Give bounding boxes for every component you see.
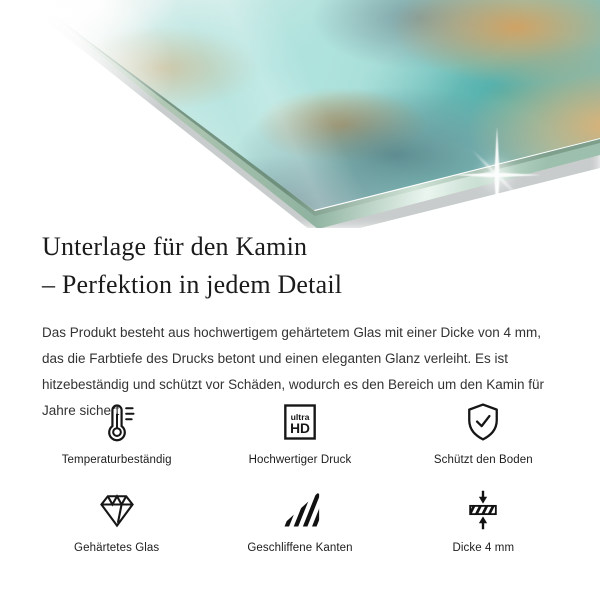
feature-tempered-glass [25, 486, 208, 558]
thickness-arrows-icon [461, 486, 505, 532]
shield-check-icon [461, 398, 505, 444]
feature-protects-floor [392, 398, 575, 470]
page-title-line1: Unterlage für den Kamin [42, 232, 308, 261]
polished-edges-icon [278, 486, 322, 532]
glass-panel-marble-print [0, 0, 600, 228]
feature-label: Geschliffene Kanten [247, 542, 353, 554]
product-info-section [42, 228, 558, 424]
feature-label: Temperaturbeständig [61, 454, 172, 466]
features-grid [25, 398, 575, 558]
thermometer-icon [95, 398, 139, 444]
feature-thickness-4mm [392, 486, 575, 558]
feature-temperature-resistant [25, 398, 208, 470]
svg-text:ultra: ultra [290, 412, 310, 423]
feature-label: Dicke 4 mm [452, 542, 515, 554]
svg-text:HD: HD [290, 421, 310, 436]
page-title [42, 228, 558, 304]
feature-high-quality-print [208, 398, 391, 470]
ultra-hd-icon [278, 398, 322, 444]
feature-label: Schützt den Boden [433, 454, 533, 466]
product-description: Das Produkt besteht aus hochwertigem gehärtetem Glas mit einer Dicke von 4 mm, das die Farbtiefe des Drucks betont und einen eleganten Glanz verleiht. Es ist hitzebeständig und schützt vor Schäden, wodurch es den Bereich um den Kamin für Jahre sichert. [42, 325, 545, 418]
page-title-line2: – Perfektion in jedem Detail [42, 270, 343, 299]
feature-label: Hochwertiger Druck [248, 454, 352, 466]
feature-polished-edges [208, 486, 391, 558]
product-image [0, 0, 600, 228]
diamond-icon [94, 486, 140, 532]
feature-label: Gehärtetes Glas [74, 542, 160, 554]
